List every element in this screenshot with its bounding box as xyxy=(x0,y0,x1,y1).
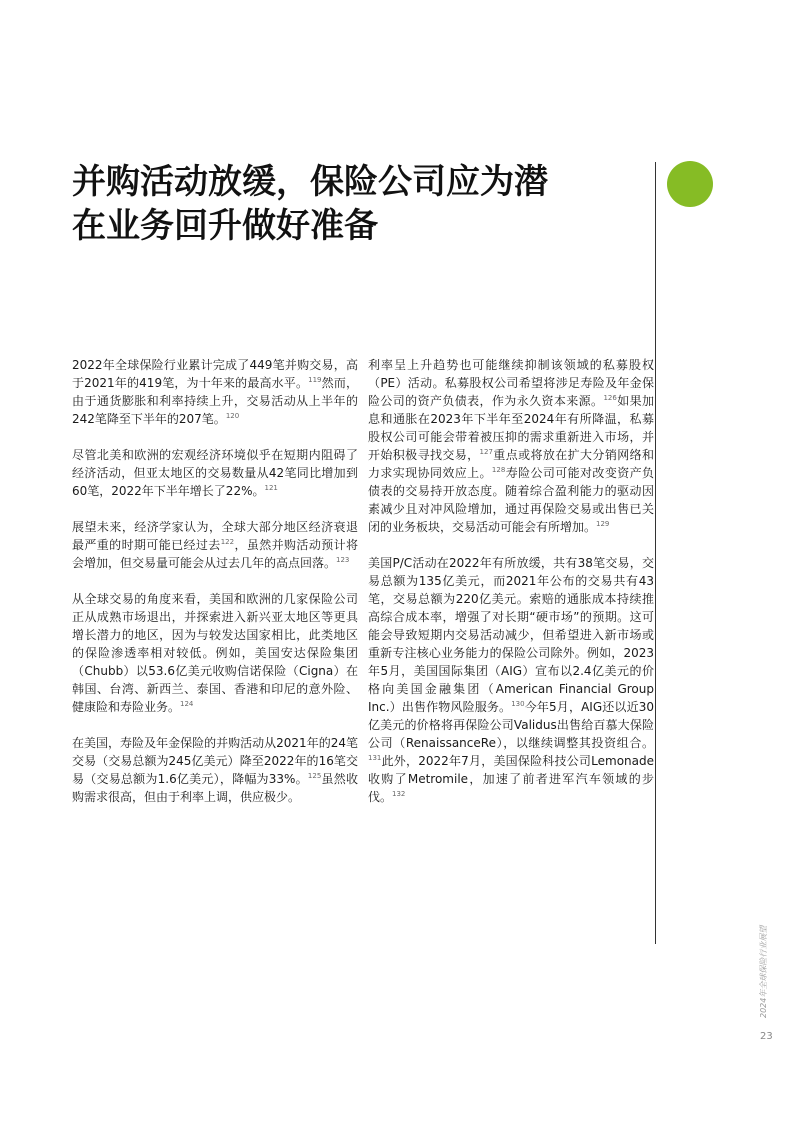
green-circle-decoration xyxy=(667,161,713,207)
footnote-ref: 125 xyxy=(307,772,322,780)
right-column xyxy=(368,356,654,824)
side-label xyxy=(758,900,770,1030)
paragraph: 从全球交易的角度来看，美国和欧洲的几家保险公司正从成熟市场退出，并探索进入新兴亚太地区等更具增长潜力的地区，因为与较发达国家相比，此类地区的保险渗透率相对较低。例如，美国安达保险集团（Chubb）以53.6亿美元收购信诺保险（Cigna）在韩国、台湾、新西兰、泰国、香港和印尼的意外险、健康险和寿险业务。$^{124}$ xyxy=(72,592,358,714)
paragraph: 展望未来，经济学家认为，全球大部分地区经济衰退最严重的时期可能已经过去$^{122}$，虽然并购活动预计将会增加，但交易量可能会从过去几年的高点回落。$^{123}$ xyxy=(72,520,358,570)
footnote-ref: 120 xyxy=(225,412,240,420)
footnote-ref: 124 xyxy=(180,700,194,708)
left-column xyxy=(72,356,358,824)
footnote-ref: 132 xyxy=(392,790,406,798)
footnote-ref: 123 xyxy=(336,556,350,564)
page-number: 23 xyxy=(760,1031,773,1042)
title-line-1: 并购活动放缓，保险公司应为潜 xyxy=(72,162,548,202)
footnote-ref: 131 xyxy=(368,754,382,762)
footnote-ref: 121 xyxy=(264,484,278,492)
paragraph: 在美国，寿险及年金保险的并购活动从2021年的24笔交易（交易总额为245亿美元）降至2022年的16笔交易（交易总额为1.6亿美元），降幅为33%。$^{125}$虽然收购需求很高，但由于利率上调，供应极少。 xyxy=(72,736,358,804)
paragraph: 尽管北美和欧洲的宏观经济环境似乎在短期内阻碍了经济活动，但亚太地区的交易数量从42笔同比增加到60笔，2022年下半年增长了22%。$^{121}$ xyxy=(72,448,358,498)
paragraph: 美国P/C活动在2022年有所放缓，共有38笔交易，交易总额为135亿美元，而2021年公布的交易共有43笔，交易总额为220亿美元。索赔的通胀成本持续推高综合成本率，增强了对长期“硬市场”的预期。这可能会导致短期内交易活动减少，但希望进入新市场或重新专注核心业务能力的保险公司除外。例如，2023年5月，美国国际集团（AIG）宣布以2.4亿美元的价格向美国金融集团（American Financial Group Inc.）出售作物风险服务。$^{130}$今年5月，AIG还以近30亿美元的价格将再保险公司Validus出售给百慕大保险公司（RenaissanceRe），以继续调整其投资组合。$^{131}$此外，2022年7月，美国保险科技公司Lemonade收购了Metromile，加速了前者进军汽车领域的步伐。$^{132}$ xyxy=(368,556,654,804)
footnote-ref: 126 xyxy=(603,394,617,402)
footnote-ref: 129 xyxy=(596,520,610,528)
vertical-divider xyxy=(655,162,656,944)
footnote-ref: 119 xyxy=(308,376,322,384)
paragraph: 利率呈上升趋势也可能继续抑制该领域的私募股权（PE）活动。私募股权公司希望将涉足寿险及年金保险公司的资产负债表，作为永久资本来源。$^{126}$如果加息和通胀在2023年下半年至2024年有所降温，私募股权公司可能会带着被压抑的需求重新进入市场，并开始积极寻找交易，$^{127}$重点或将放在扩大分销网络和力求实现协同效应上。$^{128}$寿险公司可能对改变资产负债表的交易持开放态度。随着综合盈利能力的驱动因素减少且对冲风险增加，通过再保险交易或出售已关闭的业务板块，交易活动可能会有所增加。$^{129}$ xyxy=(368,358,654,534)
footnote-ref: 128 xyxy=(491,466,506,474)
footnote-ref: 130 xyxy=(511,700,525,708)
paragraph: 2022年全球保险行业累计完成了449笔并购交易，高于2021年的419笔，为十年来的最高水平。$^{119}$然而，由于通货膨胀和利率持续上升，交易活动从上半年的242笔降至下半年的207笔。$^{120}$ xyxy=(72,358,358,426)
report-name: 2024年全球保险行业展望 xyxy=(759,925,768,1018)
footnote-ref: 122 xyxy=(220,538,235,546)
title-line-2: 在业务回升做好准备 xyxy=(72,206,378,246)
footnote-ref: 127 xyxy=(479,448,493,456)
page-title xyxy=(72,160,612,248)
